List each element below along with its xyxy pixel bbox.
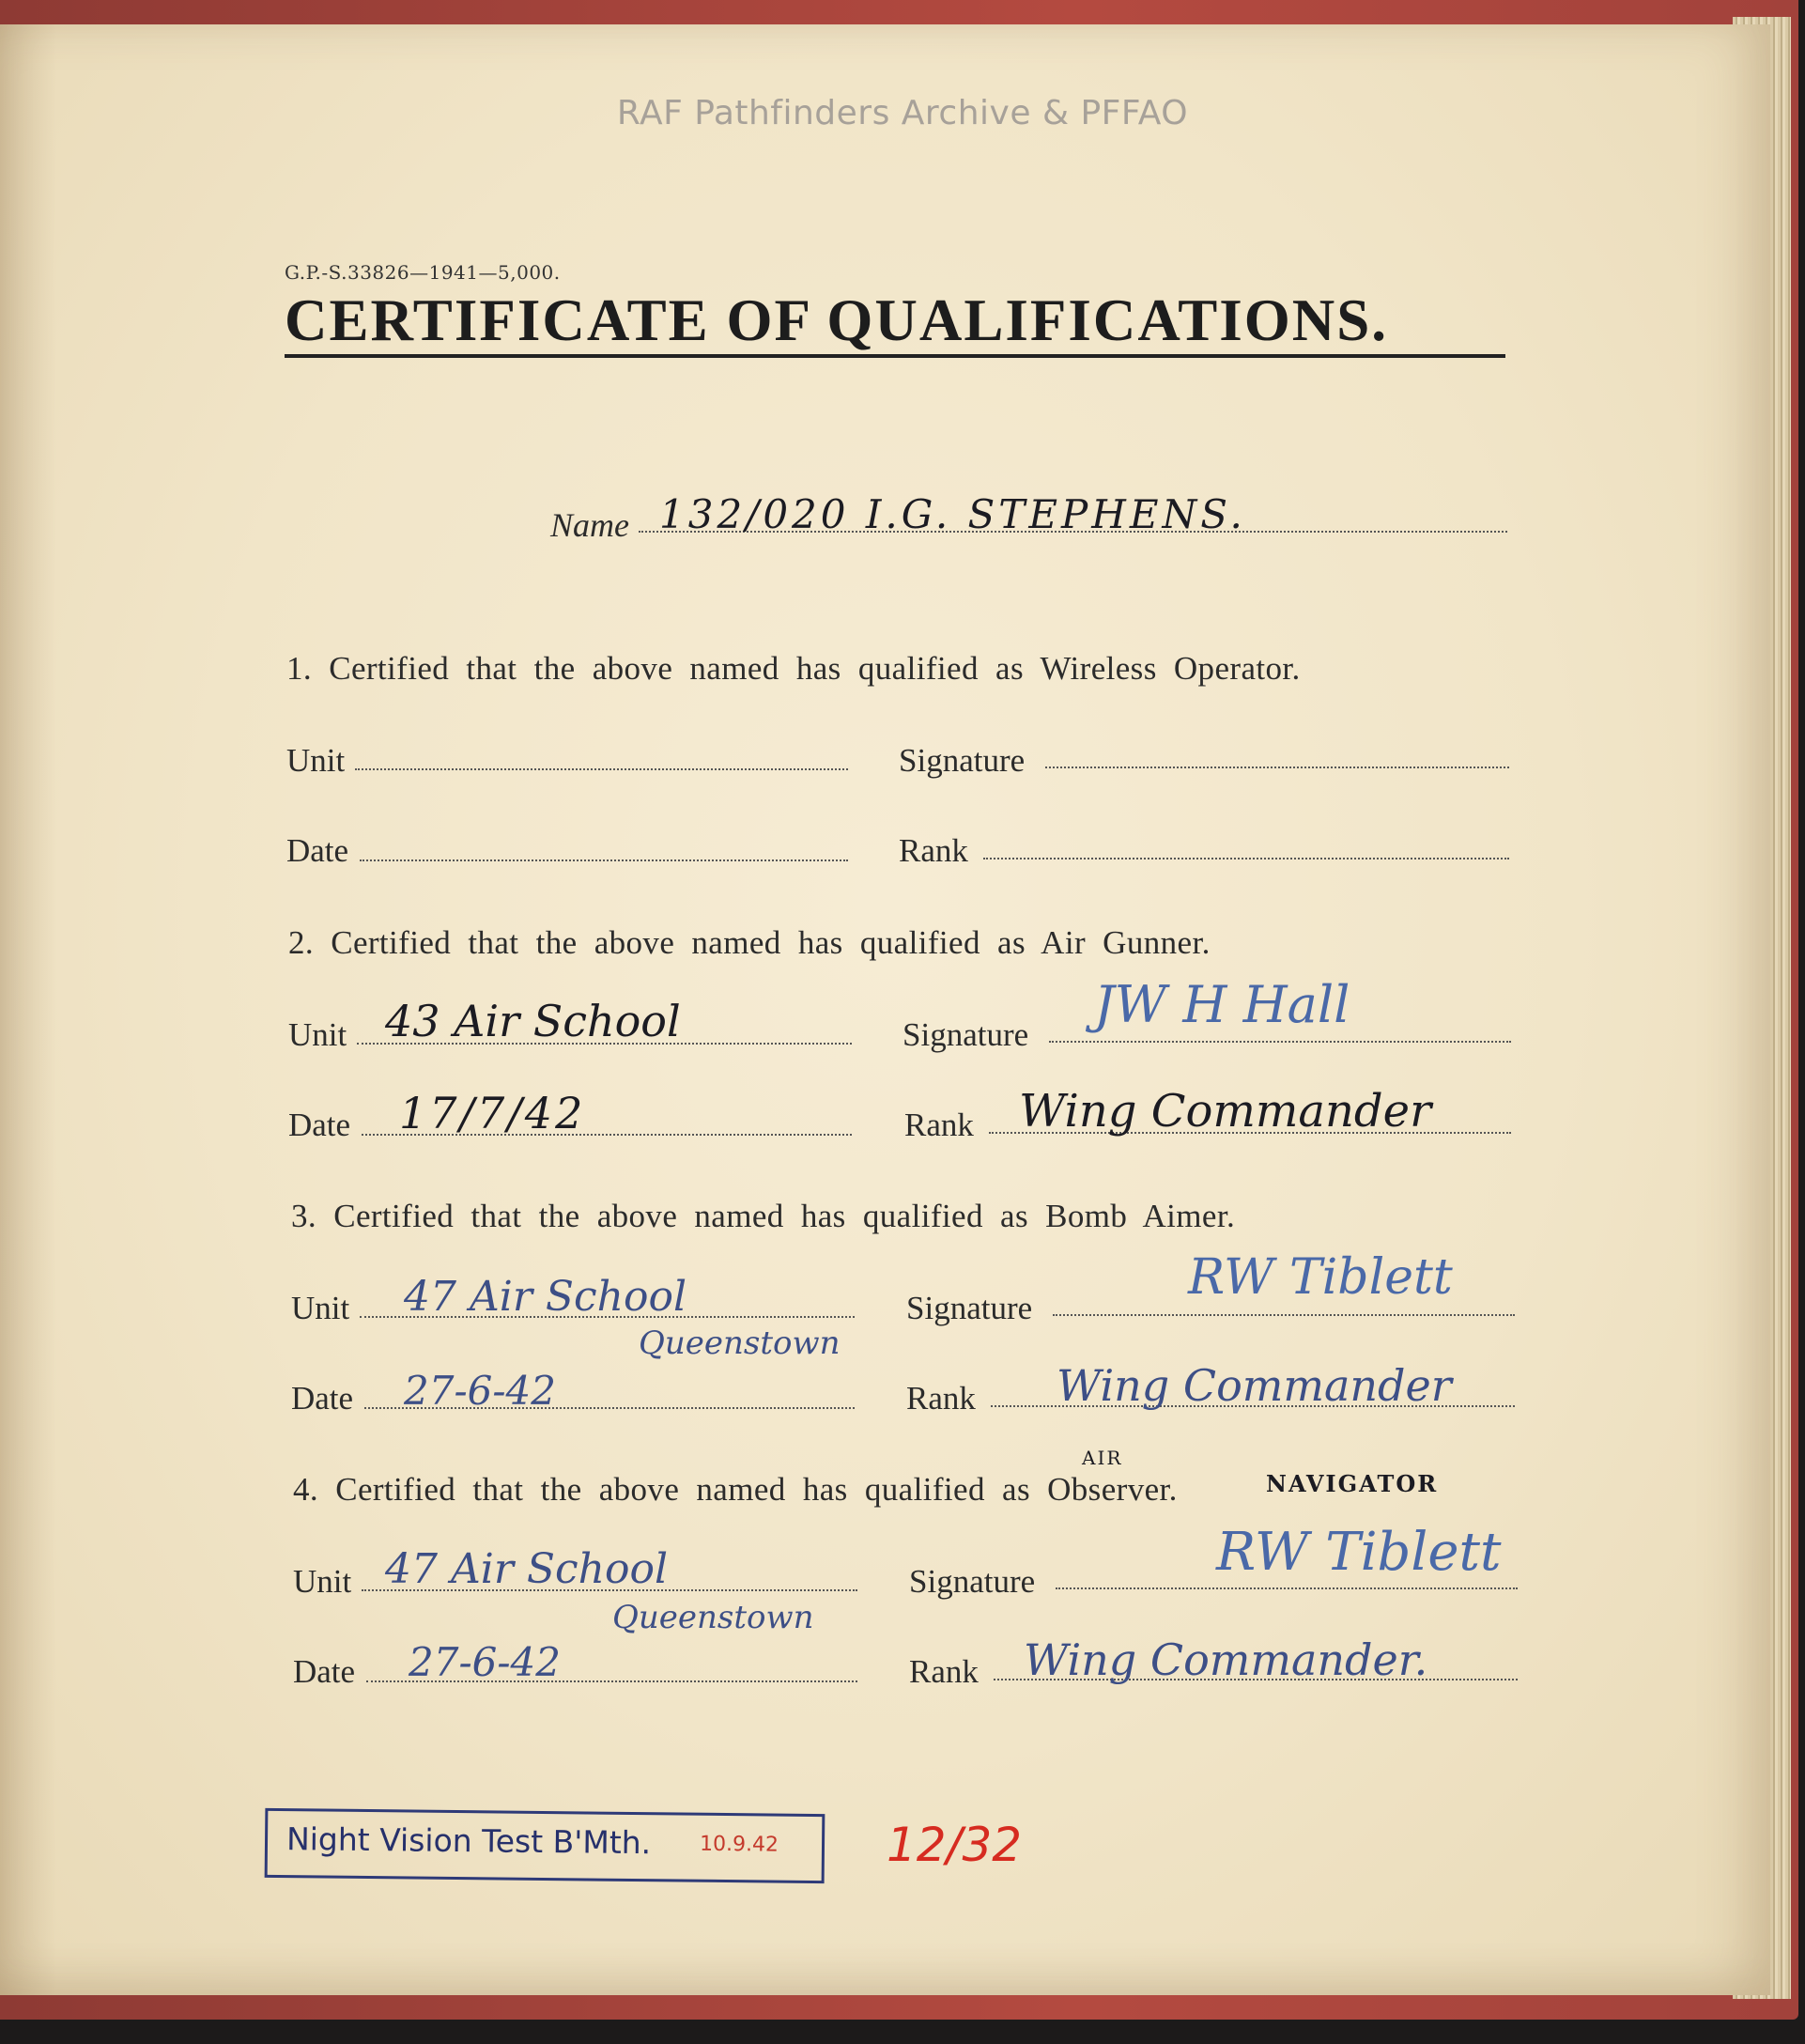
section-1-date-line [360, 859, 848, 861]
section-3-rank-value: Wing Commander [1057, 1360, 1452, 1411]
section-4-date-value: 27-6-42 [409, 1639, 561, 1685]
section-2-date-value: 17/7/42 [399, 1088, 586, 1138]
section-1-rank-line [983, 858, 1509, 859]
section-4-signature-line [1056, 1587, 1518, 1589]
section-4-annotation-above: AIR [1082, 1447, 1123, 1469]
stamp-text: Night Vision Test B'Mth. [285, 1820, 652, 1862]
section-3-unit-label: Unit [291, 1290, 350, 1326]
section-3-date-value: 27-6-42 [404, 1368, 556, 1414]
section-3-signature-label: Signature [906, 1290, 1033, 1326]
section-2-statement: 2. Certified that the above named has qualified as Air Gunner. [288, 924, 1211, 961]
section-4-unit-extra: Queenstown [612, 1599, 814, 1636]
section-2-unit-label: Unit [288, 1016, 347, 1053]
section-4-rank-label: Rank [909, 1653, 979, 1690]
section-3-unit-extra: Queenstown [639, 1324, 841, 1362]
section-1-signature-label: Signature [899, 742, 1026, 779]
section-2-rank-label: Rank [904, 1107, 974, 1143]
section-1-date-label: Date [286, 832, 349, 869]
section-2-unit-value: 43 Air School [385, 996, 681, 1046]
name-label: Name [550, 506, 629, 544]
section-1-statement: 1. Certified that the above named has qualified as Wireless Operator. [286, 650, 1301, 687]
section-2-signature-value: JW H Hall [1094, 975, 1350, 1034]
section-3-signature-line [1053, 1314, 1515, 1316]
print-code: G.P.-S.33826—1941—5,000. [285, 261, 561, 284]
spine-shade [0, 24, 56, 1995]
section-2-signature-label: Signature [902, 1016, 1029, 1053]
name-value: 132/020 I.G. STEPHENS. [659, 491, 1246, 537]
section-1-unit-label: Unit [286, 742, 346, 779]
night-vision-stamp [265, 1808, 825, 1883]
stamp-date: 10.9.42 [699, 1832, 779, 1857]
section-3-signature-value: RW Tiblett [1188, 1249, 1453, 1306]
section-4-rank-value: Wing Commander. [1024, 1634, 1428, 1685]
section-1-signature-line [1045, 766, 1509, 768]
section-4-signature-label: Signature [909, 1563, 1036, 1600]
section-1-unit-line [355, 768, 848, 770]
section-1-rank-label: Rank [899, 832, 968, 869]
red-annotation: 12/32 [887, 1818, 1023, 1872]
section-3-date-label: Date [291, 1380, 354, 1417]
section-2-date-label: Date [288, 1107, 351, 1143]
section-3-unit-value: 47 Air School [404, 1273, 687, 1321]
title-underline [285, 354, 1505, 358]
section-4-date-label: Date [293, 1653, 356, 1690]
section-2-rank-value: Wing Commander [1019, 1085, 1432, 1138]
section-4-annotation-after: NAVIGATOR [1266, 1470, 1439, 1497]
section-2-signature-line [1049, 1041, 1511, 1043]
section-3-statement: 3. Certified that the above named has qualified as Bomb Aimer. [291, 1198, 1236, 1234]
section-3-rank-label: Rank [906, 1380, 976, 1417]
page-title: CERTIFICATE OF QUALIFICATIONS. [285, 287, 1389, 353]
section-4-unit-label: Unit [293, 1563, 352, 1600]
section-4-statement: 4. Certified that the above named has qualified as Observer. [293, 1471, 1178, 1508]
section-4-signature-value: RW Tiblett [1216, 1522, 1502, 1583]
watermark: RAF Pathfinders Archive & PFFAO [616, 94, 1189, 132]
section-4-unit-value: 47 Air School [385, 1545, 669, 1593]
